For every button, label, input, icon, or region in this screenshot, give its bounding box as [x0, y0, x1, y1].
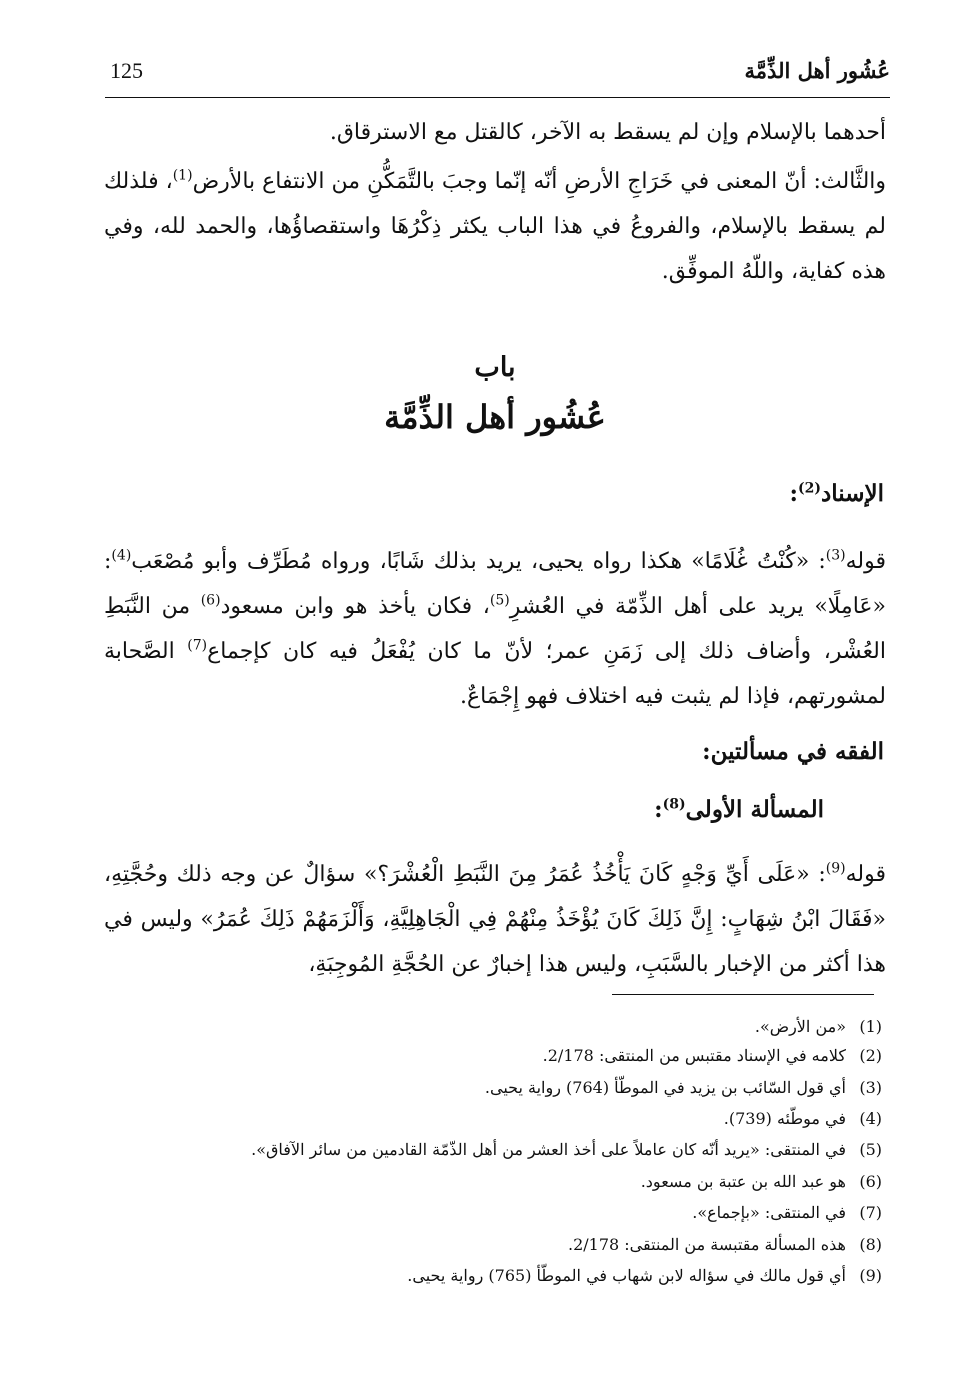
footnote-3 [485, 1075, 882, 1100]
chapter-title: عُشُور أهل الذِّمَّة [384, 398, 606, 436]
footnote-ref-4[interactable]: (4) [111, 547, 132, 564]
footnote-number: (2) [859, 1046, 882, 1065]
chapter-label: باب [474, 352, 516, 383]
footnote-1 [755, 1014, 882, 1039]
footnote-number: (5) [859, 1140, 882, 1159]
intro-line [104, 110, 886, 155]
isnad-paragraph [104, 539, 886, 719]
footnote-number: (4) [859, 1109, 882, 1128]
footnote-ref-5[interactable]: (5) [489, 592, 510, 609]
isnad-text-2: : «كُنْتُ غُلَامًا» هكذا رواه يحيى، يريد بذلك شَابًا، ورواه مُطَرِّف وأبو مُصْعَب [131, 549, 826, 574]
footnote-text: في المنتقى: «يريد أنّه كان عاملاً على أخذ العشر من أهل الذّمّة القادمين من سائر الآفاق». [251, 1140, 846, 1159]
footnote-text: في المنتقى: «بإجماع». [692, 1203, 846, 1222]
page-number: 125 [110, 58, 143, 83]
footnote-6 [641, 1169, 882, 1194]
footnote-rule [612, 994, 874, 995]
footnote-number: (1) [859, 1017, 882, 1036]
intro-line-text: أحدهما بالإسلام وإن لم يسقط به الآخر، كالقتل مع الاسترقاق. [329, 120, 886, 145]
question-one-heading-colon: : [654, 796, 663, 823]
footnote-text: هذه المسألة مقتبسة من المنتقى: 2/178. [568, 1235, 846, 1254]
footnote-4 [724, 1106, 882, 1131]
footnote-text: «من الأرض». [754, 1017, 846, 1036]
footnote-ref-3[interactable]: (3) [825, 547, 846, 564]
footnote-text: أي قول السّائب بن يزيد في الموطّأ (764) رواية يحيى. [484, 1078, 846, 1097]
intro-text-b: ، فلذلك لم يسقط بالإسلام، والفروعُ في هذا الباب يكثر ذِكْرُهَا واستقصاؤُها، والحمد لله، وفي هذه كفاية، واللّهُ الموفِّق. [104, 169, 886, 284]
isnad-text-6: الصَّحابة لمشورتهم، فإذا لم يثبت فيه اختلاف فهو إِجْمَاعٌ. [104, 639, 886, 709]
intro-text-a: والثَّالث: أنّ المعنى في خَرَاجِ الأرضِ أنّه إنّما وجبَ بالتَّمَكُّنِ من الانتفاع بالأرض [192, 169, 887, 194]
footnote-text: كلامه في الإسناد مقتبس من المنتقى: 2/178. [542, 1046, 846, 1065]
header-rule [105, 97, 890, 98]
footnote-number: (9) [859, 1266, 882, 1285]
footnote-ref-1[interactable]: (1) [172, 167, 193, 184]
footnote-number: (3) [859, 1078, 882, 1097]
question-one-heading [654, 796, 824, 823]
isnad-text-1: قوله [845, 549, 886, 574]
footnote-text: في موطّئه (739). [723, 1109, 846, 1128]
footnote-ref-6[interactable]: (6) [200, 592, 221, 609]
footnote-ref-9[interactable]: (9) [825, 860, 846, 877]
running-title: عُشُور أهل الذِّمَّة [744, 58, 890, 83]
fiqh-heading: الفقه في مسألتين: [702, 738, 884, 765]
isnad-text-4: ، فكان يأخذ هو وابن مسعود [220, 594, 490, 619]
footnote-8 [568, 1232, 882, 1257]
question-one-heading-text: المسألة الأولى [685, 796, 824, 823]
isnad-text-5: من النَّبَطِ العُشْر، وأضاف ذلك إلى زَمَنِ عمر؛ لأنّ ما كان يُفْعَلُ فيه كان كإجماع [104, 594, 886, 664]
footnote-ref-7[interactable]: (7) [187, 637, 208, 654]
isnad-heading-text: الإسناد [821, 480, 884, 507]
isnad-heading [790, 480, 884, 507]
footnote-number: (8) [859, 1235, 882, 1254]
footnote-text: هو عبد الله بن عتبة بن مسعود. [640, 1172, 846, 1191]
intro-paragraph [104, 159, 886, 294]
isnad-text-3: : «عَامِلًا» يريد على أهل الذِّمّة في العُشرِ [104, 549, 887, 619]
footnote-9 [407, 1263, 882, 1288]
question-one-paragraph [104, 852, 886, 987]
footnote-ref-8[interactable]: (8) [662, 796, 686, 813]
footnote-number: (6) [859, 1172, 882, 1191]
footnote-number: (7) [859, 1203, 882, 1222]
question-one-text-1: قوله [845, 862, 886, 887]
isnad-heading-colon: : [789, 480, 799, 507]
question-one-text-2: : «عَلَى أَيِّ وَجْهٍ كَانَ يَأْخُذُ عُمَرُ مِنَ النَّبَطِ الْعُشْرَ؟» سؤالٌ عن وجه ذلك وحُجَّتِهِ، «فَقَالَ ابْنُ شِهَابٍ: إِنَّ ذَلِكَ كَانَ يُؤْخَذُ مِنْهُمْ فِي الْجَاهِلِيَّةِ، وَأَلْزَمَهُمْ ذَلِكَ عُمَرُ» وليس في هذا أكثر من الإخبار بالسَّبَبِ، وليس هذا إخبارٌ عن الحُجَّةِ المُوجِبَةِ، [104, 862, 886, 977]
footnote-ref-2[interactable]: (2) [798, 480, 822, 497]
footnote-5 [251, 1137, 882, 1162]
footnote-7 [692, 1200, 882, 1225]
footnote-2 [543, 1043, 882, 1068]
footnote-text: أي قول مالك في سؤاله لابن شهاب في الموطّأ (765) رواية يحيى. [407, 1266, 846, 1285]
